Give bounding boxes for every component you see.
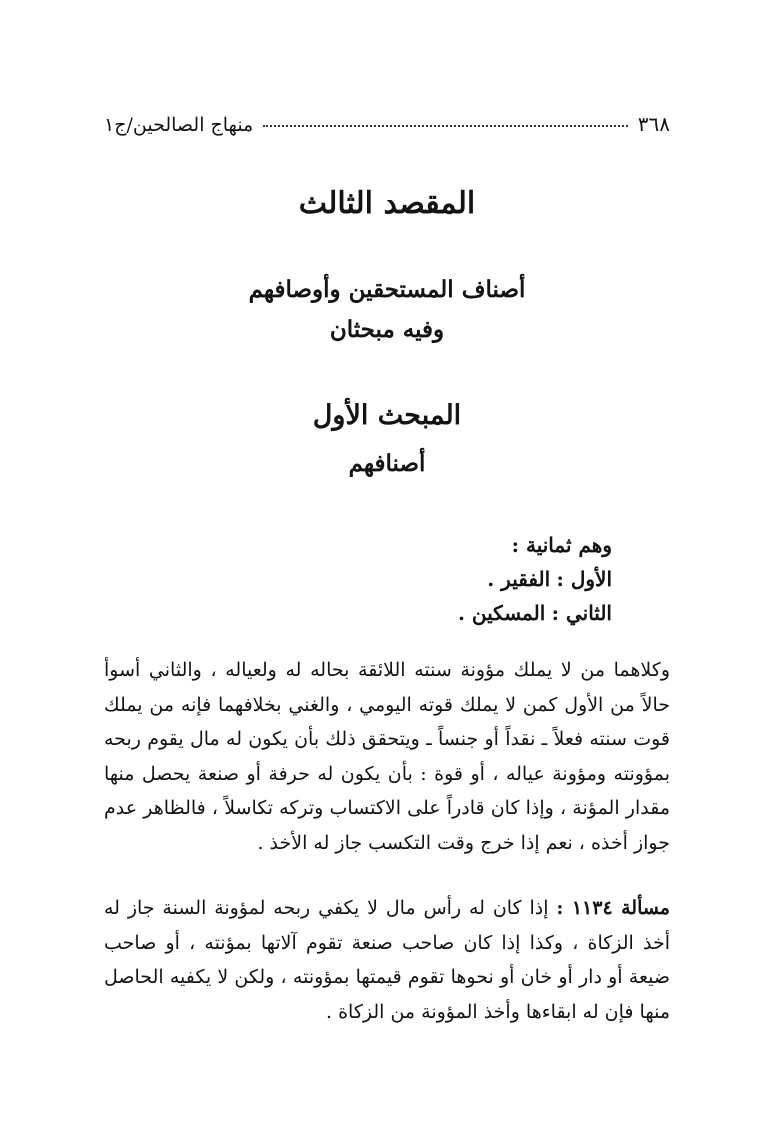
categories-intro — [104, 528, 612, 630]
category-text: الفقير . — [487, 567, 551, 591]
issue-label: مسألة ١١٣٤ : — [556, 897, 670, 919]
leader-dots — [263, 124, 628, 127]
category-item — [104, 596, 612, 630]
issue-text: إذا كان له رأس مال لا يكفي ربحه لمؤونة السنة جاز له أخذ الزكاة ، وكذا إذا كان صاحب صنعة تقوم آلاتها بمؤنته ، أو صاحب ضيعة أو دار أو خان أو نحوها تقوم قيمتها بمؤونته ، ولكن لا يكفيه الحاصل منها فإن له ابقاءها وأخذ المؤونة من الزكاة . — [104, 897, 670, 1023]
book-title: منهاج الصالحين/ج١ — [104, 114, 254, 136]
section-title: المقصد الثالث — [298, 186, 476, 221]
category-label: الثاني : — [551, 601, 612, 625]
category-label: الأول : — [556, 567, 612, 591]
chapter-subtitle: أصنافهم — [348, 450, 426, 477]
definition-paragraph: وكلاهما من لا يملك مؤونة سنته اللائقة بحاله له ولعياله ، والثاني أسوأ حالاً من الأول كمن لا يملك قوته اليومي ، والغني بخلافهما فإنه من يملك قوت سنته فعلاً ـ نقداً أو جنساً ـ ويتحقق ذلك بأن يكون له مال يقوم ربحه بمؤونته ومؤونة عياله ، أو قوة : بأن يكون له حرفة أو صنعة يحصل منها مقدار المؤنة ، وإذا كان قادراً على الاكتساب وتركه تكاسلاً ، فالظاهر عدم جواز أخذه ، نعم إذا خرج وقت التكسب جاز له الأخذ . — [104, 659, 670, 854]
issue-paragraph — [104, 891, 670, 1029]
section-note: وفيه مبحثان — [329, 316, 445, 343]
running-header — [104, 112, 670, 142]
section-subtitle: أصناف المستحقين وأوصافهم — [248, 276, 526, 303]
categories-lead: وهم ثمانية : — [511, 533, 612, 557]
page-number: ٣٦٨ — [637, 112, 670, 136]
category-item — [104, 562, 612, 596]
chapter-title: المبحث الأول — [312, 400, 462, 431]
category-text: المسكين . — [457, 601, 546, 625]
